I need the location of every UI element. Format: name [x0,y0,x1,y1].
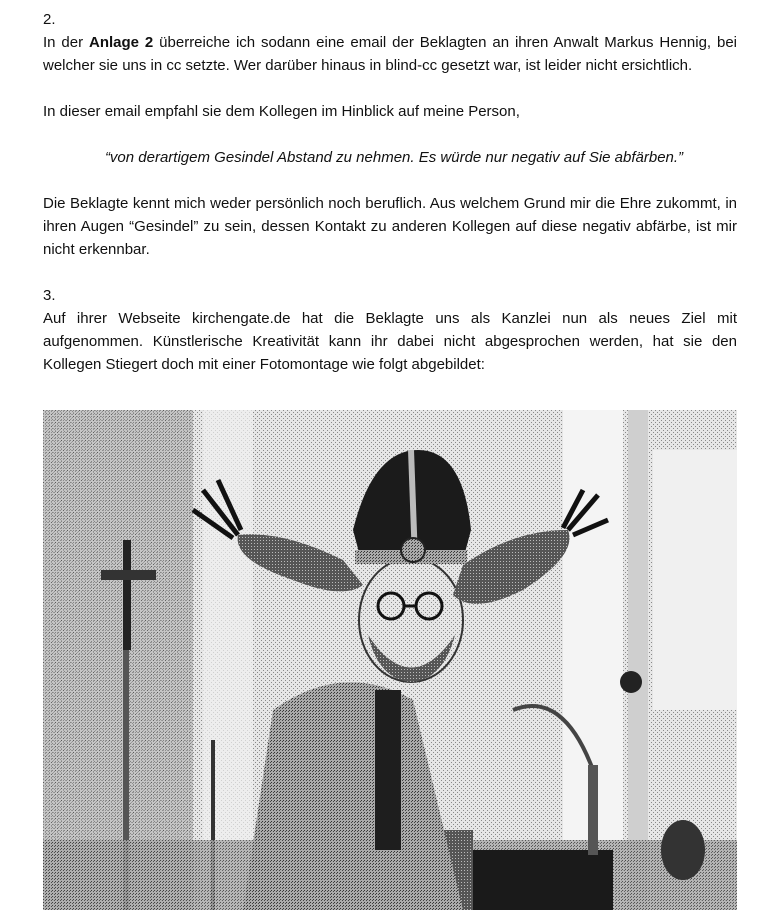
spacer [43,169,737,192]
spacer [43,123,737,146]
document-page [43,8,737,376]
spacer [43,77,737,100]
section-number-3: 3. [43,287,56,304]
anlage-2-label: Anlage 2 [89,34,154,51]
photomontage-image [43,410,737,910]
photomontage-illustration [43,410,737,910]
quote-text: “von derartigem Gesindel Abstand zu nehmen. Es würde nur negativ auf Sie abfärben.” [104,149,684,166]
paragraph-gesindel: Die Beklagte kennt mich weder persönlich noch beruflich. Aus welchem Grund mir die Ehre zukommt, in ihren Augen “Gesindel” zu sein, dessen Kontakt zu anderen Kollegen auf diese negativ abfärbe, ist mir nicht erkennbar. [43,195,737,258]
paragraph-anlage-2-rest: überreiche ich sodann eine email der Beklagten an ihren Anwalt Markus Hennig, bei welcher sie uns in cc setzte. Wer darüber hinaus in blind-cc gesetzt war, ist leider nicht ersichtlich. [43,34,737,74]
paragraph-anlage-2 [43,31,737,77]
paragraph-webseite: Auf ihrer Webseite kirchengate.de hat die Beklagte uns als Kanzlei nun als neues Ziel mit aufgenommen. Künstlerische Kreativität kann ihr dabei nicht abgesprochen werden, hat sie den Kollegen Stiegert doch mit einer Fotomontage wie folgt abgebildet: [43,310,737,373]
paragraph-anlage-2-lead: In der [43,34,89,51]
section-number-2: 2. [43,11,56,28]
spacer [43,261,737,284]
paragraph-email-recommendation: In dieser email empfahl sie dem Kollegen im Hinblick auf meine Person, [43,103,520,120]
